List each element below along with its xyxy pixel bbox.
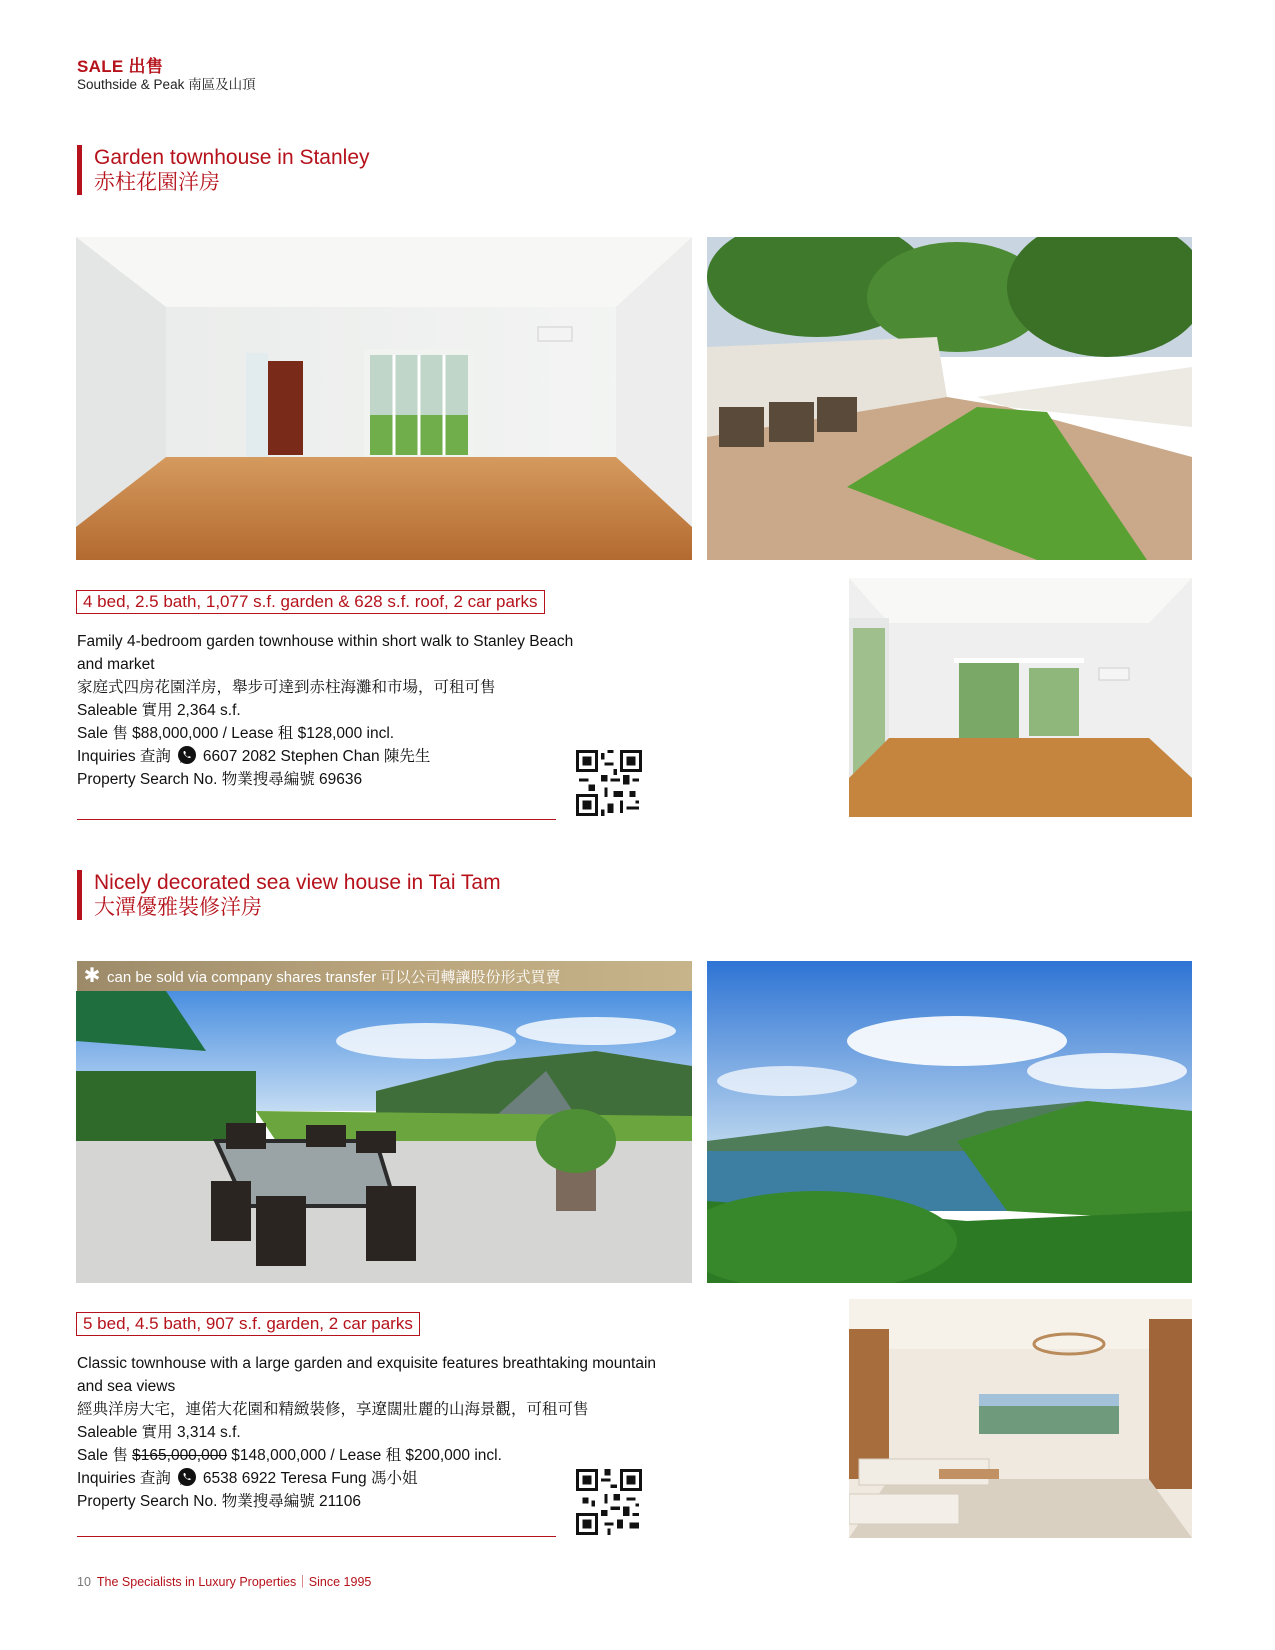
page-number: 10 <box>77 1575 91 1589</box>
whatsapp-icon[interactable] <box>177 745 197 765</box>
listing-2-terrace-photo <box>76 991 692 1283</box>
listing-2-inquiries-label: Inquiries 查詢 <box>77 1470 171 1487</box>
listing-1-title-en: Garden townhouse in Stanley <box>94 146 370 169</box>
listing-2-inquiries <box>77 1467 656 1490</box>
listing-2-inquiries-contact[interactable]: 6538 6922 Teresa Fung 馮小姐 <box>202 1470 418 1487</box>
listing-1-desc-en-1: Family 4-bedroom garden townhouse within short walk to Stanley Beach <box>77 633 574 650</box>
listing-1-specs-badge: 4 bed, 2.5 bath, 1,077 s.f. garden & 628 s.f. roof, 2 car parks <box>76 590 545 614</box>
listing-2-search-no: Property Search No. 物業搜尋編號 21106 <box>77 1493 361 1510</box>
listing-1-search-no: Property Search No. 物業搜尋編號 69636 <box>77 771 363 788</box>
listing-2-price-rest: $148,000,000 / Lease 租 $200,000 incl. <box>231 1447 502 1464</box>
listing-2-desc-en-2: and sea views <box>77 1378 176 1395</box>
listing-2-title-en: Nicely decorated sea view house in Tai Tam <box>94 871 501 894</box>
listing-2-desc-zh: 經典洋房大宅，連偌大花園和精緻裝修，享遼闊壯麗的山海景觀，可租可售 <box>77 1401 589 1418</box>
whatsapp-icon[interactable] <box>177 1467 197 1487</box>
listing-2-details <box>77 1352 656 1513</box>
listing-2-sea-view-photo <box>707 961 1192 1283</box>
listing-1-desc-en-2: and market <box>77 656 155 673</box>
listing-2-living-room-photo <box>849 1299 1192 1538</box>
listing-1-inquiries-contact[interactable]: 6607 2082 Stephen Chan 陳先生 <box>202 748 431 765</box>
footer-tagline: The Specialists in Luxury Properties｜Since 1995 <box>96 1575 372 1589</box>
section-title: SALE 出售 <box>77 57 164 76</box>
listing-1-inquiries <box>77 745 573 768</box>
listing-1-price: Sale 售 $88,000,000 / Lease 租 $128,000 incl. <box>77 725 395 742</box>
listing-1-desc-zh: 家庭式四房花園洋房，舉步可達到赤柱海灘和市場，可租可售 <box>77 679 496 696</box>
listing-1-inquiries-label: Inquiries 查詢 <box>77 748 171 765</box>
listing-2-price-prefix: Sale 售 <box>77 1447 128 1464</box>
listing-1-saleable: Saleable 實用 2,364 s.f. <box>77 702 241 719</box>
listing-2-saleable: Saleable 實用 3,314 s.f. <box>77 1424 241 1441</box>
listing-2-price <box>77 1444 656 1467</box>
listing-1-details <box>77 630 573 791</box>
section-region: Southside & Peak 南區及山頂 <box>77 77 256 92</box>
listing-2-heading <box>77 870 501 920</box>
listing-2-divider <box>77 1536 556 1537</box>
page-footer <box>77 1572 371 1590</box>
listing-1-qr-code[interactable] <box>576 750 642 816</box>
company-shares-ribbon <box>77 961 692 991</box>
listing-2-qr-code[interactable] <box>576 1469 642 1535</box>
listing-2-specs-badge: 5 bed, 4.5 bath, 907 s.f. garden, 2 car parks <box>76 1312 420 1336</box>
listing-1-living-room-photo <box>76 237 692 560</box>
listing-2-price-old: $165,000,000 <box>132 1447 227 1464</box>
listing-2-desc-en-1: Classic townhouse with a large garden and exquisite features breathtaking mountain <box>77 1355 657 1372</box>
asterisk-icon: ✱ <box>83 965 101 987</box>
listing-1-heading <box>77 145 370 195</box>
listing-2-title-zh: 大潭優雅裝修洋房 <box>94 896 262 919</box>
listing-1-divider <box>77 819 556 820</box>
listing-1-garden-photo <box>707 237 1192 560</box>
listing-1-interior-photo <box>849 578 1192 817</box>
ribbon-text: can be sold via company shares transfer 可以公司轉讓股份形式買賣 <box>107 969 561 986</box>
listing-1-title-zh: 赤柱花園洋房 <box>94 171 220 194</box>
